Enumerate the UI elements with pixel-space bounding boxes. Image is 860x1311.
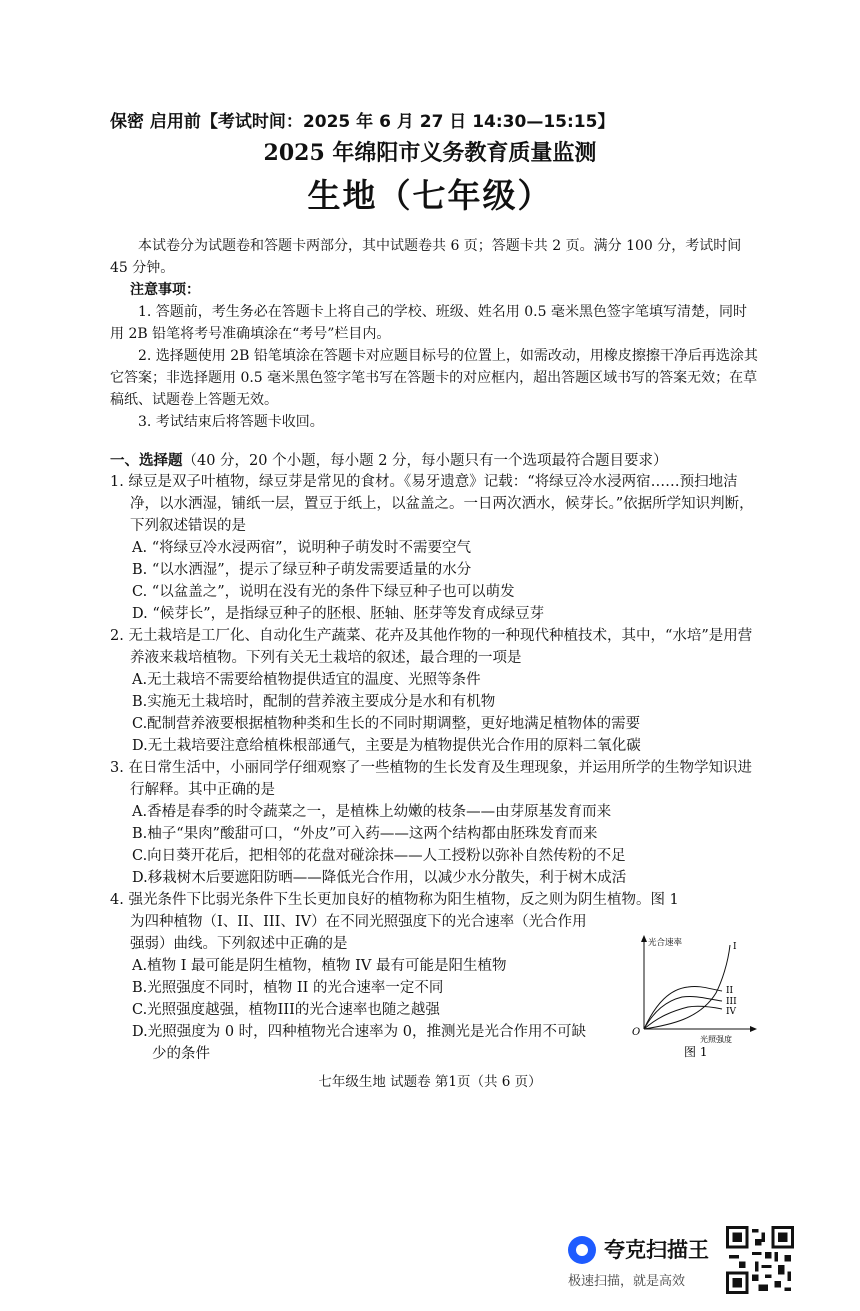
note-item: 3. 考试结束后将答题卡收回。 — [138, 414, 324, 430]
question-option: A.香椿是春季的时令蔬菜之一，是植株上幼嫩的枝条——由芽原基发育而来 — [132, 804, 612, 820]
question-stem: 4. 强光条件下比弱光条件下生长更加良好的植物称为阳生植物，反之则为阴生植物。图 1 — [110, 892, 679, 908]
quark-logo-icon — [568, 1236, 596, 1264]
origin-label: O — [632, 1027, 641, 1038]
curve-label: II — [726, 986, 734, 996]
y-axis-label: 光合速率 — [648, 938, 683, 948]
question-stem: 1. 绿豆是双子叶植物，绿豆芽是常见的食材。《易牙遗意》记载：“将绿豆冷水浸两宿……预扫地洁净，以水洒湿，铺纸一层，置豆于纸上，以盆盖之。一日两次洒水，候芽长。”依据所学知识判断，下列叙述错误的是 — [110, 474, 754, 534]
section-desc: （40 分，20 个小题，每小题 2 分，每小题只有一个选项最符合题目要求） — [182, 453, 668, 469]
subject-title: 生地（七年级） — [307, 176, 553, 215]
section-header — [110, 449, 668, 470]
question-1 — [110, 471, 765, 625]
figure-1-light-curve — [630, 933, 760, 1058]
x-axis-label: 光照强度 — [700, 1035, 732, 1044]
section-title: 一、选择题 — [110, 453, 183, 469]
brand-name: 夸克扫描王 — [604, 1238, 709, 1262]
y-axis-arrow — [641, 935, 647, 942]
question-option: A.植物 I 最可能是阴生植物，植物 IV 最有可能是阳生植物 — [132, 958, 507, 974]
question-stem-cont: 为四种植物（I、II、III、IV）在不同光照强度下的光合速率（光合作用强弱）曲线。下列叙述中正确的是 — [130, 914, 587, 952]
brand-slogan: 极速扫描，就是高效 — [568, 1274, 686, 1289]
exam-intro — [110, 235, 760, 433]
note-item: 1. 答题前，考生务必在答题卡上将自己的学校、班级、姓名用 0.5 毫米黑色签字笔填写清楚，同时用 2B 铅笔将考号准确填涂在“考号”栏目内。 — [110, 304, 747, 342]
exam-title: 2025 年绵阳市义务教育质量监测 — [263, 140, 597, 166]
question-stem: 2. 无土栽培是工厂化、自动化生产蔬菜、花卉及其他作物的一种现代种植技术，其中，“水培”是用营养液来栽培植物。下列有关无土栽培的叙述，最合理的一项是 — [110, 628, 753, 666]
question-option: C.向日葵开花后，把相邻的花盘对碰涂抹——人工授粉以弥补自然传粉的不足 — [132, 848, 626, 864]
question-option: C.光照强度越强，植物III的光合速率也随之越强 — [132, 1002, 440, 1018]
question-option: D.移栽树木后要遮阳防晒——降低光合作用，以减少水分散失，利于树木成活 — [132, 870, 627, 886]
curve-label: III — [726, 997, 737, 1007]
question-4-body — [110, 911, 600, 1065]
question-stem: 3. 在日常生活中，小丽同学仔细观察了一些植物的生长发育及生理现象，并运用所学的生物学知识进行解释。其中正确的是 — [110, 760, 752, 798]
curve-ii — [644, 986, 722, 1029]
curve-label: IV — [726, 1007, 737, 1017]
question-option: C.配制营养液要根据植物种类和生长的不同时期调整，更好地满足植物体的需要 — [132, 716, 641, 732]
question-3 — [110, 757, 765, 889]
scanner-watermark — [568, 1232, 718, 1292]
question-option: B.实施无土栽培时，配制的营养液主要成分是水和有机物 — [132, 694, 496, 710]
notes-title: 注意事项： — [130, 282, 200, 298]
question-option: D. “候芽长”，是指绿豆种子的胚根、胚轴、胚芽等发育成绿豆芽 — [132, 606, 545, 622]
note-item: 2. 选择题使用 2B 铅笔填涂在答题卡对应题目标号的位置上，如需改动，用橡皮擦擦干净后再选涂其它答案；非选择题用 0.5 毫米黑色签字笔书写在答题卡的对应框内，超出答题区域书写的答案无效；在草稿纸、试题卷上答题无效。 — [110, 348, 758, 408]
question-option: D.无土栽培要注意给植株根部通气，主要是为植物提供光合作用的原料二氧化碳 — [132, 738, 641, 754]
question-list — [110, 471, 765, 1065]
question-option: B.光照强度不同时，植物 II 的光合速率一定不同 — [132, 980, 444, 996]
question-option: A. “将绿豆冷水浸两宿”，说明种子萌发时不需要空气 — [132, 540, 472, 556]
intro-description: 本试卷分为试题卷和答题卡两部分，其中试题卷共 6 页；答题卡共 2 页。满分 100 分，考试时间 45 分钟。 — [110, 238, 742, 276]
question-4 — [110, 889, 765, 1065]
question-option: C. “以盆盖之”，说明在没有光的条件下绿豆种子也可以萌发 — [132, 584, 515, 600]
question-option: B. “以水洒湿”，提示了绿豆种子萌发需要适量的水分 — [132, 562, 472, 578]
question-2 — [110, 625, 765, 757]
qr-code-icon — [726, 1226, 794, 1294]
x-axis-arrow — [750, 1026, 757, 1032]
figure-caption: 图 1 — [684, 1045, 708, 1058]
question-option: B.柚子“果肉”酸甜可口，“外皮”可入药——这两个结构都由胚珠发育而来 — [132, 826, 598, 842]
question-option: A.无土栽培不需要给植物提供适宜的温度、光照等条件 — [132, 672, 481, 688]
page-footer: 七年级生地 试题卷 第1页（共 6 页） — [318, 1074, 542, 1090]
question-option: D.光照强度为 0 时，四种植物光合速率为 0，推测光是光合作用不可缺少的条件 — [132, 1024, 586, 1062]
curve-iv — [644, 1006, 722, 1029]
curve-label: I — [733, 942, 737, 952]
confidential-line: 保密 启用前【考试时间：2025 年 6 月 27 日 14:30—15:15】 — [110, 112, 615, 132]
